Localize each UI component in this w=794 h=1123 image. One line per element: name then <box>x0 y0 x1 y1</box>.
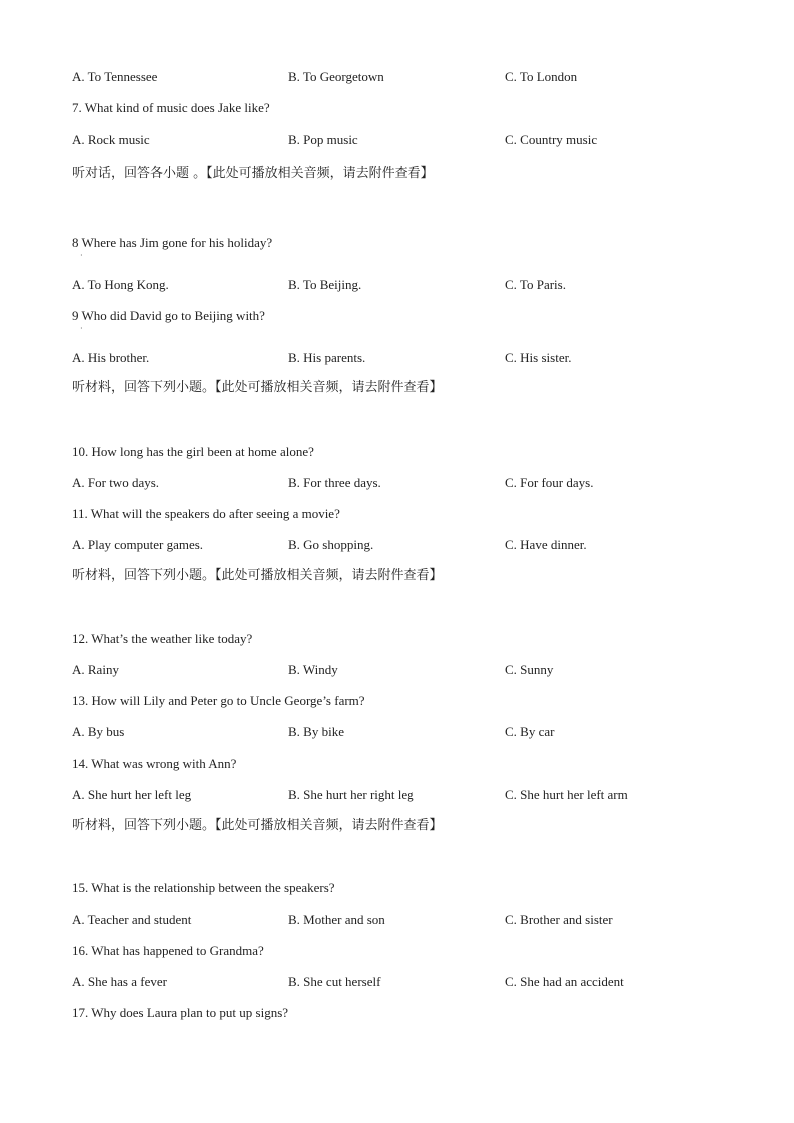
option-a: A. By bus <box>72 724 125 739</box>
option-b: B. For three days. <box>288 475 381 490</box>
section-instruction: 听材料，回答下列小题。【此处可播放相关音频，请去附件查看】 <box>72 568 443 583</box>
option-c: C. His sister. <box>505 350 572 365</box>
question-text: 11. What will the speakers do after seeing a movie? <box>72 506 340 521</box>
option-b: B. Pop music <box>288 132 358 147</box>
option-b: B. Windy <box>288 662 338 677</box>
option-b: B. Mother and son <box>288 912 385 927</box>
question-text: 7. What kind of music does Jake like? <box>72 100 270 115</box>
option-b: B. To Georgetown <box>288 69 384 84</box>
question-text: 10. How long has the girl been at home alone? <box>72 444 314 459</box>
option-a: A. Play computer games. <box>72 537 204 552</box>
option-a: A. His brother. <box>72 350 150 365</box>
option-c: C. Brother and sister <box>505 912 613 927</box>
option-b: B. Go shopping. <box>288 537 374 552</box>
options-row <box>72 350 722 366</box>
option-a: A. Rock music <box>72 132 150 147</box>
option-a: A. For two days. <box>72 475 160 490</box>
option-c: C. Country music <box>505 132 598 147</box>
section-instruction: 听材料，回答下列小题。【此处可播放相关音频，请去附件查看】 <box>72 818 443 833</box>
options-row <box>72 132 722 148</box>
section-instruction: 听材料，回答下列小题。【此处可播放相关音频，请去附件查看】 <box>72 380 443 395</box>
options-row <box>72 787 722 803</box>
option-c: C. For four days. <box>505 475 594 490</box>
question-text: 8 Where has Jim gone for his holiday? <box>72 235 273 250</box>
option-a: A. Teacher and student <box>72 912 192 927</box>
option-a: A. To Hong Kong. <box>72 277 169 292</box>
option-b: B. She hurt her right leg <box>288 787 414 802</box>
option-c: C. By car <box>505 724 555 739</box>
options-row <box>72 912 722 928</box>
question-text: 17. Why does Laura plan to put up signs? <box>72 1005 289 1020</box>
question-text: 16. What has happened to Grandma? <box>72 943 264 958</box>
options-row <box>72 475 722 491</box>
question-text: 15. What is the relationship between the speakers? <box>72 880 335 895</box>
question-text: 9 Who did David go to Beijing with? <box>72 308 265 323</box>
option-a: A. She has a fever <box>72 974 167 989</box>
option-b: B. She cut herself <box>288 974 381 989</box>
options-row <box>72 537 722 553</box>
option-c: C. To London <box>505 69 578 84</box>
option-c: C. To Paris. <box>505 277 566 292</box>
options-row <box>72 277 722 293</box>
options-row <box>72 724 722 740</box>
q8-dot-marker: · <box>80 251 83 260</box>
option-b: B. By bike <box>288 724 344 739</box>
options-row <box>72 662 722 678</box>
option-b: B. To Beijing. <box>288 277 362 292</box>
option-c: C. She hurt her left arm <box>505 787 628 802</box>
option-a: A. She hurt her left leg <box>72 787 192 802</box>
question-text: 12. What’s the weather like today? <box>72 631 253 646</box>
option-a: A. To Tennessee <box>72 69 158 84</box>
option-c: C. She had an accident <box>505 974 624 989</box>
section-instruction: 听对话，回答各小题 。【此处可播放相关音频，请去附件查看】 <box>72 166 434 181</box>
option-b: B. His parents. <box>288 350 366 365</box>
options-row <box>72 69 722 85</box>
question-text: 13. How will Lily and Peter go to Uncle George’s farm? <box>72 693 365 708</box>
q9-dot-marker: · <box>80 324 83 333</box>
option-a: A. Rainy <box>72 662 119 677</box>
question-text: 14. What was wrong with Ann? <box>72 756 237 771</box>
option-c: C. Sunny <box>505 662 554 677</box>
options-row <box>72 974 722 990</box>
option-c: C. Have dinner. <box>505 537 587 552</box>
